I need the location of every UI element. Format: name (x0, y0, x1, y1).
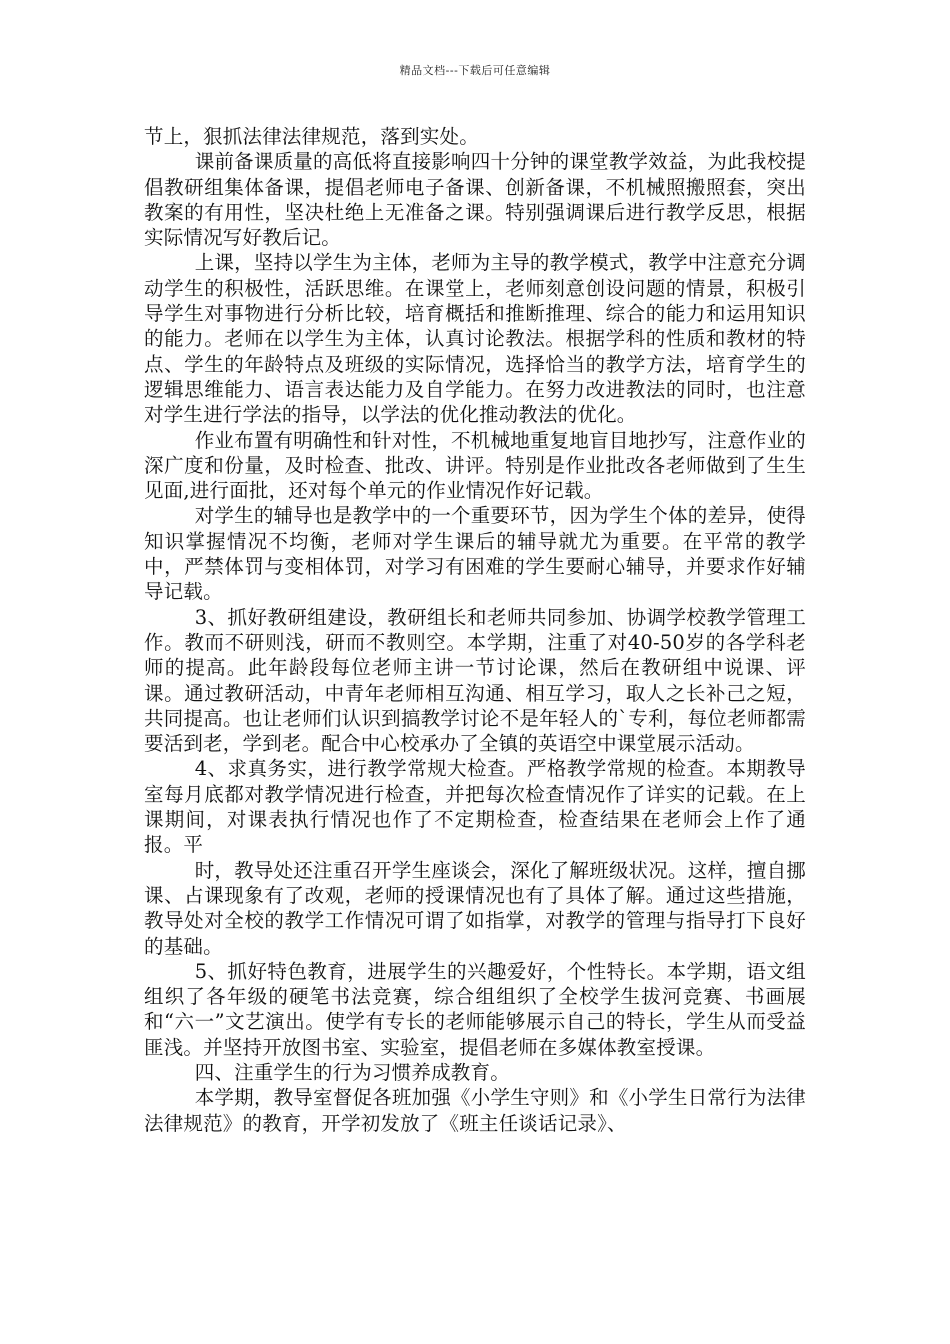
document-body (144, 124, 806, 1136)
paragraph: 4、求真务实，进行教学常规大检查。严格教学常规的检查。本期教导室每月底都对教学情况进行检查，并把每次检查情况作了详实的记载。在上课期间，对课表执行情况也作了不定期检查，检查结果在老师会上作了通报。平 (144, 757, 806, 857)
paragraph: 作业布置有明确性和针对性，不机械地重复地盲目地抄写，注意作业的深广度和份量，及时检查、批改、讲评。特别是作业批改各老师做到了生生见面,进行面批，还对每个单元的作业情况作好记载。 (144, 428, 806, 503)
paragraph: 5、抓好特色教育，进展学生的兴趣爱好，个性特长。本学期，语文组组织了各年级的硬笔书法竞赛，综合组组织了全校学生拔河竞赛、书画展和“六一”文艺演出。使学有专长的老师能够展示自己的特长，学生从而受益匪浅。并坚持开放图书室、实验室，提倡老师在多媒体教室授课。 (144, 959, 806, 1059)
paragraph: 上课，坚持以学生为主体，老师为主导的教学模式，教学中注意充分调动学生的积极性，活跃思维。在课堂上，老师刻意创设问题的情景，积极引导学生对事物进行分析比较，培育概括和推断推理、综合的能力和运用知识的能力。老师在以学生为主体，认真讨论教法。根据学科的性质和教材的特点、学生的年龄特点及班级的实际情况，选择恰当的教学方法，培育学生的逻辑思维能力、语言表达能力及自学能力。在努力改进教法的同时，也注意对学生进行学法的指导，以学法的优化推动教法的优化。 (144, 251, 806, 427)
paragraph: 本学期，教导室督促各班加强《小学生守则》和《小学生日常行为法律法律规范》的教育，开学初发放了《班主任谈话记录》、 (144, 1086, 806, 1135)
page-header: 精品文档---下载后可任意编辑 (399, 64, 551, 77)
paragraph: 对学生的辅导也是教学中的一个重要环节，因为学生个体的差异，使得知识掌握情况不均衡，老师对学生课后的辅导就尤为重要。在平常的教学中，严禁体罚与变相体罚，对学习有困难的学生要耐心辅导，并要求作好辅导记载。 (144, 504, 806, 604)
paragraph: 3、抓好教研组建设，教研组长和老师共同参加、协调学校教学管理工作。教而不研则浅，研而不教则空。本学期，注重了对40-50岁的各学科老师的提高。此年龄段每位老师主讲一节讨论课，然后在教研组中说课、评课。通过教研活动，中青年老师相互沟通、相互学习，取人之长补己之短，共同提高。也让老师们认识到搞教学讨论不是年轻人的`专利，每位老师都需要活到老，学到老。配合中心校承办了全镇的英语空中课堂展示活动。 (144, 605, 806, 756)
paragraph: 课前备课质量的高低将直接影响四十分钟的课堂教学效益，为此我校提倡教研组集体备课，提倡老师电子备课、创新备课，不机械照搬照套，突出教案的有用性，坚决杜绝上无准备之课。特别强调课后进行教学反思，根据实际情况写好教后记。 (144, 150, 806, 250)
section-heading: 四、注重学生的行为习惯养成教育。 (194, 1060, 510, 1084)
paragraph: 时，教导处还注重召开学生座谈会，深化了解班级状况。这样，擅自挪课、占课现象有了改观，老师的授课情况也有了具体了解。通过这些措施，教导处对全校的教学工作情况可谓了如指掌，对教学的管理与指导打下良好的基础。 (144, 858, 806, 958)
paragraph: 节上，狠抓法律法律规范，落到实处。 (144, 125, 479, 148)
